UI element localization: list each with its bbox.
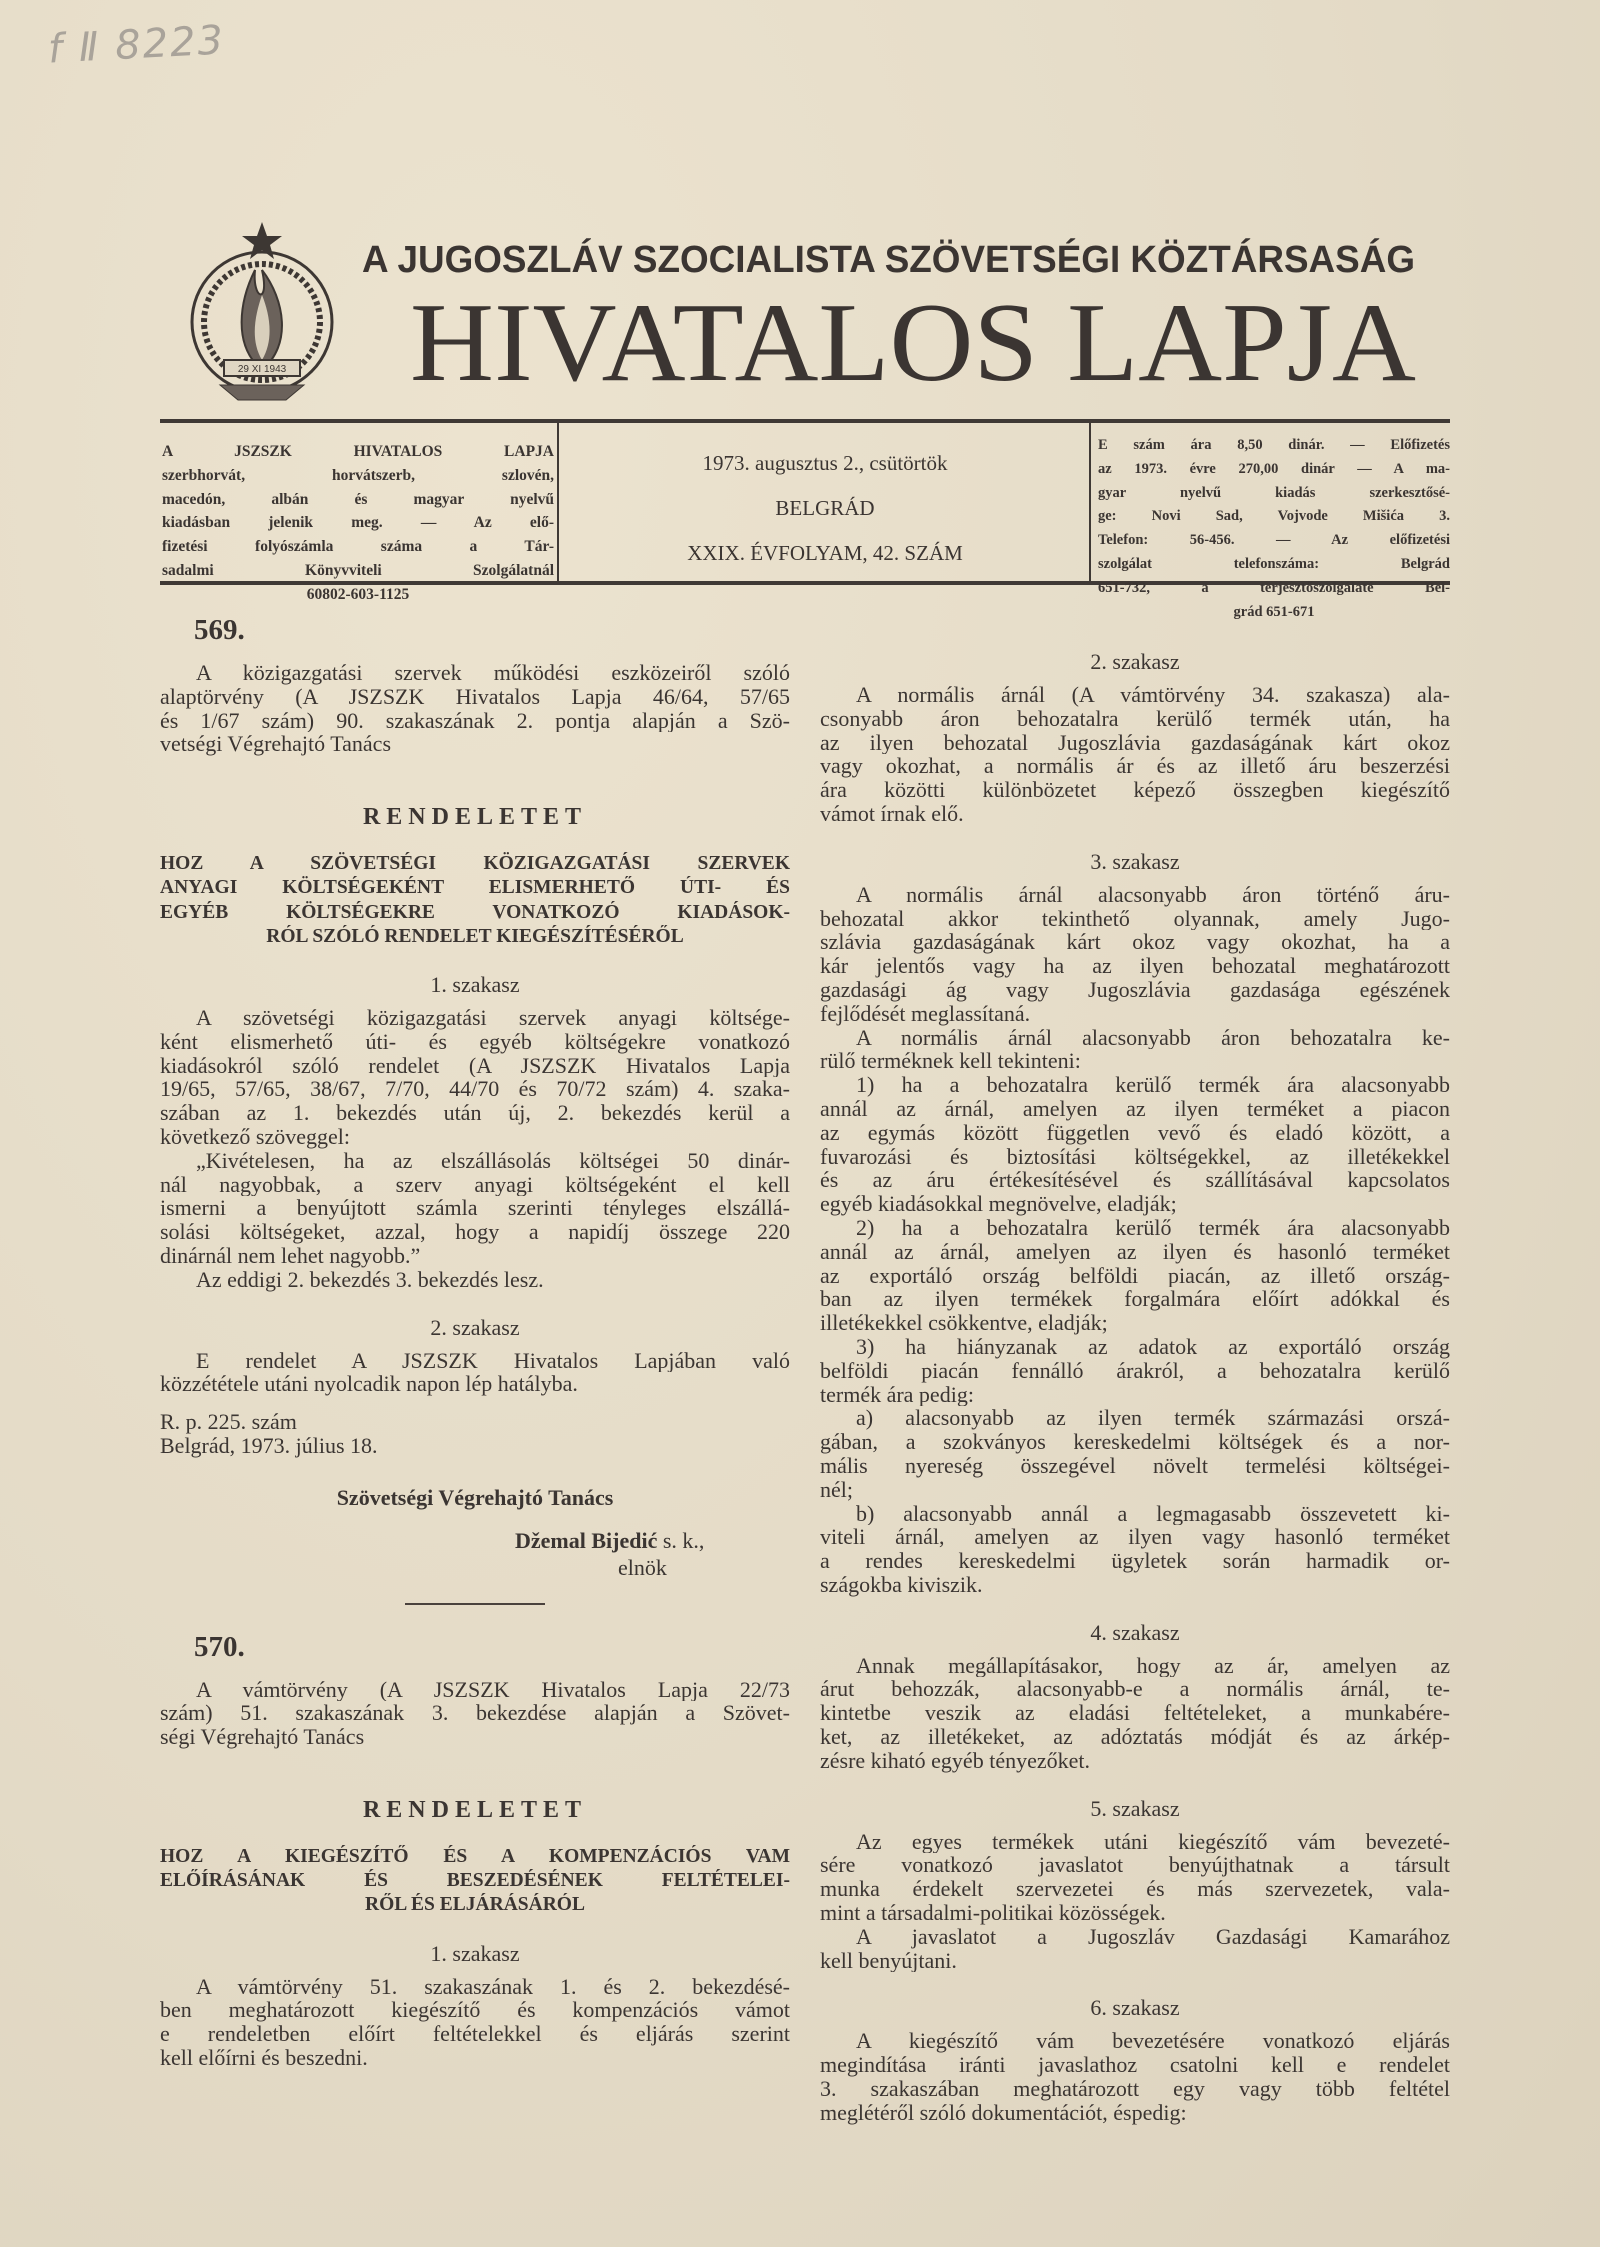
text-line: A vámtörvény 51. szakaszának 1. és 2. bekezdésé- — [196, 1974, 790, 1999]
decree-title — [160, 852, 790, 949]
text-line: annál az árnál, amelyen az ilyen és hasonló terméket — [820, 1239, 1450, 1264]
paragraph — [160, 661, 790, 756]
text-line: kell benyújtani. — [820, 1948, 957, 1973]
text-line: nél; — [820, 1477, 853, 1502]
price-line: 651-732, a terjesztőszolgálaté Bel- — [1098, 579, 1450, 596]
text-line: A szövetségi közigazgatási szervek anyagi költsége- — [196, 1005, 790, 1030]
text-line: ban az ilyen termékek forgalmára előírt adókkal és — [820, 1287, 1450, 1312]
text-line: ket, az illetékeket, az adóztatás módját és az árkép- — [820, 1725, 1450, 1749]
section-heading: 1. szakasz — [430, 1940, 520, 1966]
subscription-line: fizetési folyószámla száma a Tár- — [162, 538, 554, 556]
text-line: mint a társadalmi-politikai közösségek. — [820, 1901, 1166, 1925]
text-line: egyéb kiadásokkal megnövelve, eladják; — [820, 1192, 1177, 1216]
text-line: munka érdekelt szervezetei és más szervezetek, vala- — [820, 1877, 1450, 1902]
text-line: termék ára pedig: — [820, 1382, 974, 1407]
header-issue-info — [570, 447, 1080, 582]
masthead-title: HIVATALOS LAPJA — [410, 281, 1417, 405]
section-heading: 5. szakasz — [1090, 1795, 1180, 1821]
paragraph — [820, 1216, 1450, 1335]
text-line: a) alacsonyabb az ilyen termék származási orszá- — [856, 1406, 1450, 1431]
paragraph — [160, 1149, 790, 1268]
subscription-line: 60802-603-1125 — [306, 585, 410, 603]
decree-heading: RENDELETET — [362, 1797, 588, 1824]
text-line: szám) 51. szakaszának 3. bekezdése alapján a Szövet- — [160, 1701, 790, 1726]
text-line: Annak megállapításakor, hogy az ár, amelyen az — [856, 1653, 1450, 1678]
text-line: zésre kiható egyéb tényezőket. — [820, 1748, 1090, 1773]
issuing-body: Szövetségi Végrehajtó Tanács — [336, 1484, 614, 1510]
text-line: ismerni a benyújtott számla szerinti tényleges elszállá- — [160, 1196, 790, 1221]
text-line: fejlődését meglassítaná. — [820, 1001, 1031, 1026]
header-subscription-info — [162, 440, 554, 607]
text-line: ségi Végrehajtó Tanács — [160, 1725, 365, 1750]
price-line: szolgálat telefonszáma: Belgrád — [1098, 555, 1450, 572]
text-line: 3) ha hiányzanak az adatok az exportáló ország — [856, 1334, 1450, 1359]
paragraph — [820, 883, 1450, 1026]
text-line: vagy okozhat, a normális ár és az illető áru beszerzési — [820, 754, 1450, 779]
text-line: vámot írnak elő. — [820, 801, 964, 826]
right-column — [820, 626, 1450, 2125]
text-line: árut behozzák, alacsonyabb-e a normális árnál, te- — [820, 1677, 1450, 1702]
paragraph — [160, 1975, 790, 2070]
text-line: dinárnál nem lehet nagyobb.” — [160, 1243, 421, 1268]
text-line: EGYÉB KÖLTSÉGEKRE VONATKOZÓ KIADÁSOK- — [160, 901, 790, 923]
text-line: A vámtörvény (A JSZSZK Hivatalos Lapja 22/73 — [196, 1677, 790, 1702]
text-line: A normális árnál (A vámtörvény 34. szakasza) ala- — [856, 683, 1450, 707]
text-line: „Kivételesen, ha az elszállásolás költségei 50 dinár- — [196, 1148, 790, 1173]
header-divider-left — [557, 423, 559, 581]
text-line: 1) ha a behozatalra kerülő termék ára alacsonyabb — [856, 1073, 1450, 1097]
text-line: fuvarozási és biztosítási költségekkel, az illetékekkel — [820, 1144, 1450, 1169]
header-divider-right — [1089, 423, 1091, 581]
decree-number: 570. — [194, 1630, 245, 1663]
text-line: solási költségeket, azzal, hogy a napidíj összege 220 — [160, 1220, 790, 1244]
issue-line: 1973. augusztus 2., csütörtök — [702, 451, 948, 475]
text-line: behozatal akkor tekinthető olyannak, amely Jugo- — [820, 906, 1450, 931]
text-line: és 1/67 szám) 90. szakaszának 2. pontja alapján a Szö- — [160, 708, 790, 733]
section-heading: 4. szakasz — [1090, 1619, 1180, 1645]
text-line: Az egyes termékek utáni kiegészítő vám bevezeté- — [856, 1829, 1450, 1854]
decree-title — [160, 1845, 790, 1918]
handwritten-archive-note: f Ⅱ 8223 — [46, 17, 227, 73]
header-top-rule — [160, 419, 1450, 423]
section-heading: 3. szakasz — [1090, 848, 1180, 874]
paragraph — [820, 1925, 1450, 1973]
text-line: HOZ A SZÖVETSÉGI KÖZIGAZGATÁSI SZERVEK — [160, 853, 790, 875]
text-line: szágokba kiviszik. — [820, 1572, 983, 1597]
subscription-line: macedón, albán és magyar nyelvű — [162, 490, 554, 508]
text-line: A javaslatot a Jugoszláv Gazdasági Kamarához — [856, 1924, 1450, 1949]
state-emblem-icon — [192, 222, 332, 400]
header-price-info — [1098, 434, 1450, 624]
text-line: következő szöveggel: — [160, 1124, 350, 1149]
text-line: megindítása iránti javaslathoz csatolni kell e rendelet — [820, 2053, 1450, 2078]
text-line: szában az 1. bekezdés után új, 2. bekezdés kerül a — [160, 1101, 790, 1125]
text-line: rülő terméknek kell tekinteni: — [820, 1049, 1081, 1074]
price-line: Telefon: 56-456. — Az előfizetési — [1098, 532, 1450, 549]
text-line: gazdasági ág vagy Jugoszlávia gazdasága egészének — [820, 977, 1450, 1002]
text-line: Az eddigi 2. bekezdés 3. bekezdés lesz. — [196, 1267, 544, 1292]
paragraph — [820, 1335, 1450, 1406]
paragraph — [820, 2029, 1450, 2124]
text-line: A közigazgatási szervek működési eszközeiről szóló — [196, 661, 790, 685]
text-line: belföldi piacán fennálló árakról, a behozatalra kerülő — [820, 1358, 1450, 1383]
decree-heading: RENDELETET — [362, 804, 588, 831]
paragraph — [820, 683, 1450, 826]
paragraph — [160, 1349, 790, 1397]
subscription-line: kiadásban jelenik meg. — Az elő- — [162, 514, 554, 532]
section-heading: 6. szakasz — [1090, 1995, 1180, 2021]
signature — [160, 1529, 790, 1553]
emblem-date: 29 XI 1943 — [237, 364, 287, 375]
section-heading: 2. szakasz — [430, 1314, 520, 1340]
section-heading: 2. szakasz — [1090, 649, 1180, 674]
text-line: gában, a szokványos kereskedelmi költségek és a nor- — [820, 1430, 1450, 1454]
text-line: R. p. 225. szám — [160, 1409, 297, 1435]
subscription-line: szerbhorvát, horvátszerb, szlovén, — [162, 466, 554, 484]
price-line: az 1973. évre 270,00 dinár — A ma- — [1098, 460, 1450, 477]
text-line: az ilyen behozatal Jugoszlávia gazdaságának kárt okoz — [820, 730, 1450, 755]
text-line: b) alacsonyabb annál a legmagasabb összevetett ki- — [856, 1501, 1450, 1526]
paragraph — [160, 1268, 790, 1292]
text-line: az exportáló ország belföldi piacán, az illető ország- — [820, 1263, 1450, 1288]
paragraph — [820, 1073, 1450, 1216]
text-line: annál az árnál, amelyen az ilyen terméket a piacon — [820, 1096, 1450, 1121]
masthead — [0, 0, 1600, 430]
signer-suffix: s. k., — [662, 1527, 705, 1553]
text-line: közzététele utáni nyolcadik napon lép hatályba. — [160, 1372, 578, 1397]
text-line: mális nyereség összegével növelt termelési költségei- — [820, 1453, 1450, 1478]
text-line: az egymás között független vevő és eladó között, a — [820, 1120, 1450, 1145]
text-line: csonyabb áron behozatalra kerülő termék után, ha — [820, 706, 1450, 731]
issue-line: BELGRÁD — [775, 496, 875, 520]
text-line: vetségi Végrehajtó Tanács — [160, 732, 392, 757]
signer-role: elnök — [618, 1554, 667, 1580]
text-line: 3. szakaszában meghatározott egy vagy több feltétel — [820, 2077, 1450, 2101]
text-line: ANYAGI KÖLTSÉGEKÉNT ELISMERHETŐ ÚTI- ÉS — [160, 877, 790, 899]
text-line: 2) ha a behozatalra kerülő termék ára alacsonyabb — [856, 1215, 1450, 1240]
text-line: nál nagyobbak, a szerv anyagi költségeként el kell — [160, 1172, 790, 1197]
paragraph — [160, 1006, 790, 1149]
subscription-line: sadalmi Könyvviteli Szolgálatnál — [162, 561, 554, 579]
paragraph — [820, 1026, 1450, 1074]
paragraph — [820, 1502, 1450, 1597]
section-heading: 1. szakasz — [430, 971, 520, 997]
text-line: HOZ A KIEGÉSZÍTŐ ÉS A KOMPENZÁCIÓS VAM — [160, 1846, 790, 1868]
paragraph — [820, 1830, 1450, 1925]
signer-name: Džemal Bijedić — [515, 1527, 658, 1553]
paragraph — [160, 1678, 790, 1749]
text-line: kiadásokról szóló rendelet (A JSZSZK Hivatalos Lapja — [160, 1053, 790, 1078]
text-line: Belgrád, 1973. július 18. — [160, 1432, 378, 1458]
text-line: illetékekkel csökkentve, eladják; — [820, 1311, 1108, 1335]
text-line: E rendelet A JSZSZK Hivatalos Lapjában való — [196, 1348, 790, 1373]
price-line: grád 651-671 — [1233, 603, 1315, 620]
price-line: ge: Novi Sad, Vojvode Mišića 3. — [1098, 508, 1450, 525]
text-line: kintetbe veszik az eladási feltételeket, a munkabére- — [820, 1701, 1450, 1726]
price-line: gyar nyelvű kiadás szerkesztősé- — [1098, 484, 1450, 501]
text-line: viteli árnál, amelyen az ilyen vagy hasonló terméket — [820, 1525, 1450, 1550]
text-line: ára közötti különbözetet képező összegben kiegészítő — [820, 778, 1450, 802]
issue-line: XXIX. ÉVFOLYAM, 42. SZÁM — [687, 541, 963, 565]
text-line: és az áru értékesítésével és szállításával kapcsolatos — [820, 1168, 1450, 1193]
text-line: e rendeletben előírt feltételekkel és eljárás szerint — [160, 2022, 790, 2047]
text-line: A normális árnál alacsonyabb áron történő áru- — [856, 882, 1450, 907]
text-line: RÓL SZÓLÓ RENDELET KIEGÉSZÍTÉSÉRŐL — [266, 925, 684, 947]
text-line: ELŐÍRÁSÁNAK ÉS BESZEDÉSÉNEK FELTÉTELEI- — [160, 1870, 790, 1892]
text-line: kell előírni és beszedni. — [160, 2046, 368, 2070]
decree-separator — [405, 1603, 545, 1605]
text-line: ben meghatározott kiegészítő és kompenzációs vámot — [160, 1998, 790, 2023]
left-column — [160, 614, 790, 2070]
text-line: 19/65, 57/65, 38/67, 7/70, 44/70 és 70/72 szám) 4. szaka- — [160, 1077, 790, 1102]
masthead-subtitle: A JUGOSZLÁV SZOCIALISTA SZÖVETSÉGI KÖZTÁRSASÁG — [362, 239, 1448, 281]
paragraph — [820, 1654, 1450, 1773]
subscription-line: A JSZSZK HIVATALOS LAPJA — [162, 443, 554, 460]
paragraph — [820, 1406, 1450, 1501]
text-line: ként elismerhető úti- és egyéb költségekre vonatkozó — [160, 1029, 790, 1054]
reference-block — [160, 1410, 790, 1458]
price-line: E szám ára 8,50 dinár. — Előfizetés — [1098, 437, 1450, 453]
text-line: sére vonatkozó javaslatot benyújthatnak a társult — [820, 1853, 1450, 1878]
decree-number: 569. — [194, 614, 245, 646]
text-line: kár jelentős vagy ha az ilyen behozatal meghatározott — [820, 954, 1450, 978]
text-line: A kiegészítő vám bevezetésére vonatkozó eljárás — [856, 2029, 1450, 2054]
text-line: A normális árnál alacsonyabb áron behozatalra ke- — [856, 1025, 1450, 1050]
text-line: meglétéről szóló dokumentációt, éspedig: — [820, 2100, 1187, 2125]
text-line: a rendes kereskedelmi ügyletek során harmadik or- — [820, 1549, 1450, 1573]
text-line: szlávia gazdaságának kárt okoz vagy okozhat, ha a — [820, 930, 1450, 955]
text-line: RŐL ÉS ELJÁRÁSÁRÓL — [365, 1894, 585, 1916]
text-line: alaptörvény (A JSZSZK Hivatalos Lapja 46/64, 57/65 — [160, 684, 790, 709]
